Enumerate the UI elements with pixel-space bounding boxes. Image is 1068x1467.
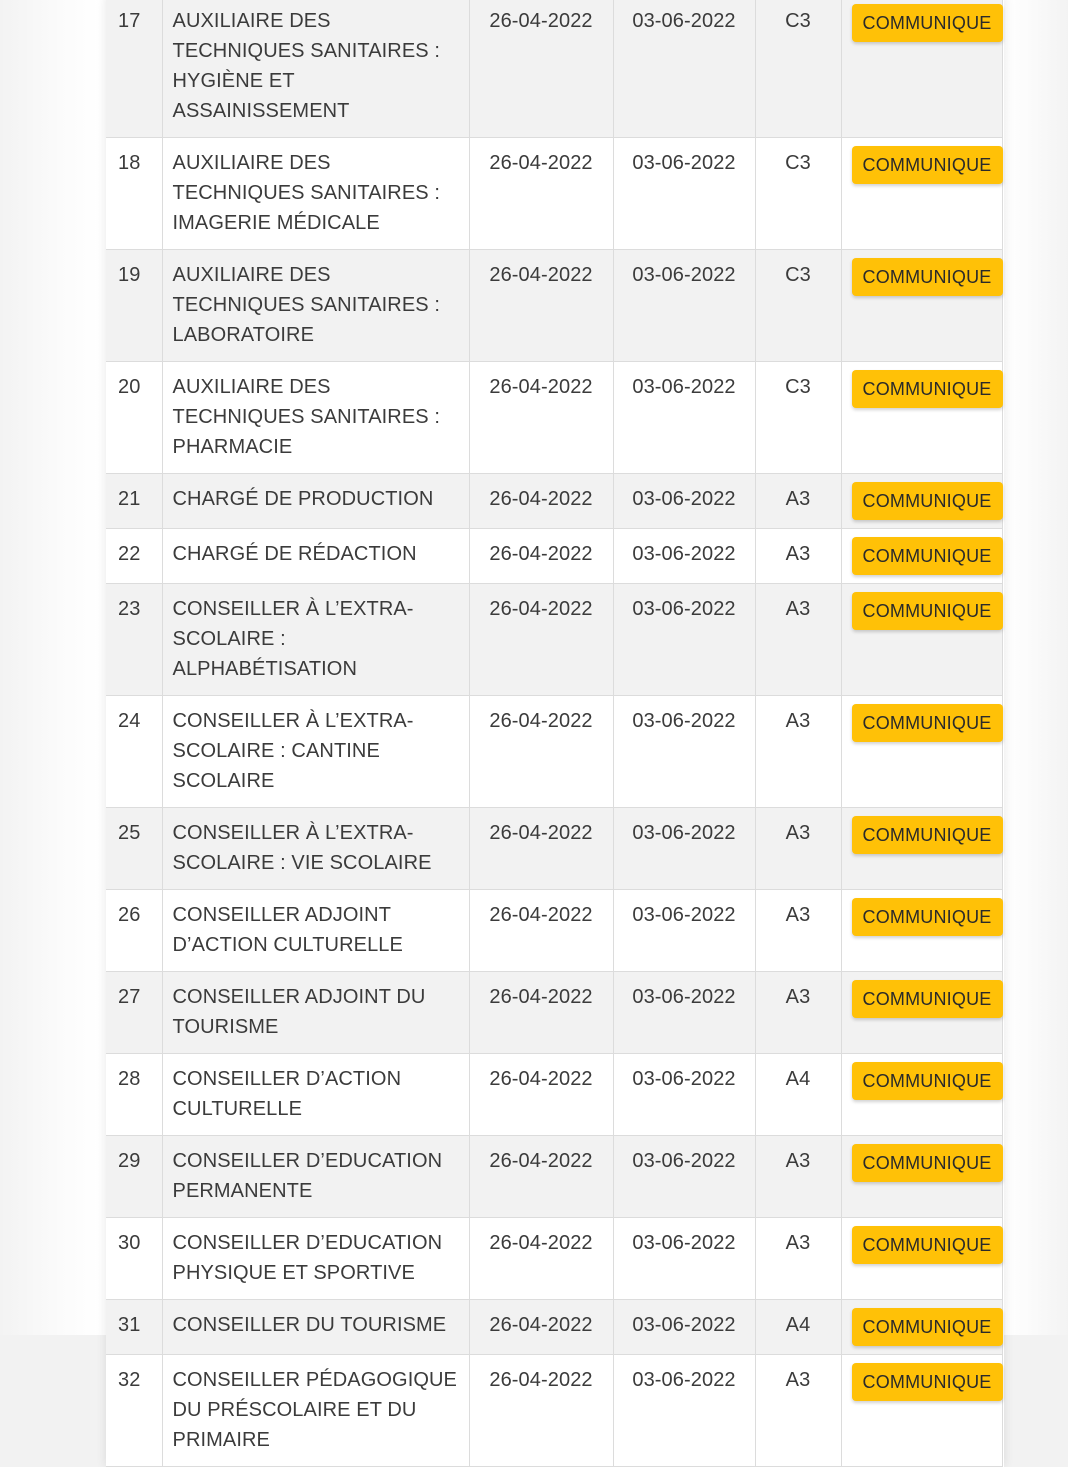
communique-button[interactable]: COMMUNIQUE	[852, 146, 1003, 184]
position-title: CONSEILLER D’ACTION CULTURELLE	[162, 1054, 469, 1136]
position-title: CONSEILLER À L’EXTRA-SCOLAIRE : CANTINE SCOLAIRE	[162, 696, 469, 808]
end-date: 03-06-2022	[613, 0, 755, 138]
start-date: 26-04-2022	[469, 362, 613, 474]
category: A3	[755, 584, 841, 696]
row-number: 22	[106, 529, 162, 584]
table-row	[106, 808, 1002, 890]
category: A3	[755, 696, 841, 808]
start-date: 26-04-2022	[469, 972, 613, 1054]
start-date: 26-04-2022	[469, 1300, 613, 1355]
table-row	[106, 474, 1002, 529]
start-date: 26-04-2022	[469, 250, 613, 362]
action-cell	[841, 1054, 1002, 1136]
position-title: AUXILIAIRE DES TECHNIQUES SANITAIRES : PHARMACIE	[162, 362, 469, 474]
table-row	[106, 890, 1002, 972]
communique-button[interactable]: COMMUNIQUE	[852, 980, 1003, 1018]
position-title: AUXILIAIRE DES TECHNIQUES SANITAIRES : LABORATOIRE	[162, 250, 469, 362]
position-title: CONSEILLER ADJOINT D’ACTION CULTURELLE	[162, 890, 469, 972]
table-row	[106, 362, 1002, 474]
communique-button[interactable]: COMMUNIQUE	[852, 4, 1003, 42]
category: A3	[755, 1218, 841, 1300]
start-date: 26-04-2022	[469, 474, 613, 529]
row-number: 24	[106, 696, 162, 808]
recruitment-table	[106, 0, 1003, 1467]
category: C3	[755, 0, 841, 138]
row-number: 27	[106, 972, 162, 1054]
action-cell	[841, 1218, 1002, 1300]
action-cell	[841, 808, 1002, 890]
row-number: 19	[106, 250, 162, 362]
start-date: 26-04-2022	[469, 1218, 613, 1300]
communique-button[interactable]: COMMUNIQUE	[852, 704, 1003, 742]
position-title: CONSEILLER PÉDAGOGIQUE DU PRÉSCOLAIRE ET DU PRIMAIRE	[162, 1355, 469, 1467]
position-title: CONSEILLER À L’EXTRA-SCOLAIRE : VIE SCOLAIRE	[162, 808, 469, 890]
action-cell	[841, 0, 1002, 138]
position-title: CONSEILLER À L’EXTRA-SCOLAIRE : ALPHABÉTISATION	[162, 584, 469, 696]
end-date: 03-06-2022	[613, 972, 755, 1054]
table-row	[106, 250, 1002, 362]
start-date: 26-04-2022	[469, 138, 613, 250]
position-title: CHARGÉ DE RÉDACTION	[162, 529, 469, 584]
end-date: 03-06-2022	[613, 1136, 755, 1218]
action-cell	[841, 584, 1002, 696]
row-number: 30	[106, 1218, 162, 1300]
position-title: CONSEILLER DU TOURISME	[162, 1300, 469, 1355]
table-row	[106, 1136, 1002, 1218]
communique-button[interactable]: COMMUNIQUE	[852, 1144, 1003, 1182]
communique-button[interactable]: COMMUNIQUE	[852, 816, 1003, 854]
communique-button[interactable]: COMMUNIQUE	[852, 258, 1003, 296]
table-row	[106, 138, 1002, 250]
start-date: 26-04-2022	[469, 890, 613, 972]
action-cell	[841, 890, 1002, 972]
action-cell	[841, 474, 1002, 529]
row-number: 28	[106, 1054, 162, 1136]
table-row	[106, 584, 1002, 696]
end-date: 03-06-2022	[613, 250, 755, 362]
end-date: 03-06-2022	[613, 1355, 755, 1467]
end-date: 03-06-2022	[613, 362, 755, 474]
table-row	[106, 696, 1002, 808]
communique-button[interactable]: COMMUNIQUE	[852, 370, 1003, 408]
row-number: 32	[106, 1355, 162, 1467]
table-row	[106, 1300, 1002, 1355]
table-row	[106, 1218, 1002, 1300]
start-date: 26-04-2022	[469, 529, 613, 584]
communique-button[interactable]: COMMUNIQUE	[852, 1062, 1003, 1100]
category: A3	[755, 972, 841, 1054]
category: A3	[755, 808, 841, 890]
position-title: AUXILIAIRE DES TECHNIQUES SANITAIRES : HYGIÈNE ET ASSAINISSEMENT	[162, 0, 469, 138]
action-cell	[841, 529, 1002, 584]
communique-button[interactable]: COMMUNIQUE	[852, 1308, 1003, 1346]
action-cell	[841, 138, 1002, 250]
start-date: 26-04-2022	[469, 808, 613, 890]
start-date: 26-04-2022	[469, 1355, 613, 1467]
end-date: 03-06-2022	[613, 474, 755, 529]
end-date: 03-06-2022	[613, 808, 755, 890]
row-number: 23	[106, 584, 162, 696]
end-date: 03-06-2022	[613, 584, 755, 696]
position-title: CHARGÉ DE PRODUCTION	[162, 474, 469, 529]
start-date: 26-04-2022	[469, 584, 613, 696]
end-date: 03-06-2022	[613, 1218, 755, 1300]
row-number: 17	[106, 0, 162, 138]
row-number: 26	[106, 890, 162, 972]
category: A3	[755, 1136, 841, 1218]
category: C3	[755, 138, 841, 250]
recruitment-table-card	[106, 0, 1004, 1467]
row-number: 20	[106, 362, 162, 474]
category: C3	[755, 250, 841, 362]
action-cell	[841, 696, 1002, 808]
end-date: 03-06-2022	[613, 1054, 755, 1136]
row-number: 18	[106, 138, 162, 250]
row-number: 21	[106, 474, 162, 529]
end-date: 03-06-2022	[613, 890, 755, 972]
table-row	[106, 1054, 1002, 1136]
category: A3	[755, 529, 841, 584]
table-row	[106, 972, 1002, 1054]
end-date: 03-06-2022	[613, 529, 755, 584]
communique-button[interactable]: COMMUNIQUE	[852, 482, 1003, 520]
category: A3	[755, 1355, 841, 1467]
action-cell	[841, 250, 1002, 362]
action-cell	[841, 362, 1002, 474]
category: C3	[755, 362, 841, 474]
row-number: 31	[106, 1300, 162, 1355]
start-date: 26-04-2022	[469, 0, 613, 138]
position-title: CONSEILLER D’EDUCATION PERMANENTE	[162, 1136, 469, 1218]
action-cell	[841, 1136, 1002, 1218]
end-date: 03-06-2022	[613, 138, 755, 250]
action-cell	[841, 972, 1002, 1054]
communique-button[interactable]: COMMUNIQUE	[852, 592, 1003, 630]
position-title: CONSEILLER D’EDUCATION PHYSIQUE ET SPORTIVE	[162, 1218, 469, 1300]
communique-button[interactable]: COMMUNIQUE	[852, 1363, 1003, 1401]
row-number: 29	[106, 1136, 162, 1218]
table-row	[106, 529, 1002, 584]
end-date: 03-06-2022	[613, 1300, 755, 1355]
category: A4	[755, 1054, 841, 1136]
category: A3	[755, 890, 841, 972]
position-title: AUXILIAIRE DES TECHNIQUES SANITAIRES : IMAGERIE MÉDICALE	[162, 138, 469, 250]
start-date: 26-04-2022	[469, 696, 613, 808]
category: A3	[755, 474, 841, 529]
row-number: 25	[106, 808, 162, 890]
action-cell	[841, 1355, 1002, 1467]
end-date: 03-06-2022	[613, 696, 755, 808]
communique-button[interactable]: COMMUNIQUE	[852, 898, 1003, 936]
action-cell	[841, 1300, 1002, 1355]
start-date: 26-04-2022	[469, 1136, 613, 1218]
position-title: CONSEILLER ADJOINT DU TOURISME	[162, 972, 469, 1054]
table-row	[106, 0, 1002, 138]
category: A4	[755, 1300, 841, 1355]
communique-button[interactable]: COMMUNIQUE	[852, 1226, 1003, 1264]
communique-button[interactable]: COMMUNIQUE	[852, 537, 1003, 575]
table-row	[106, 1355, 1002, 1467]
table-body	[106, 0, 1002, 1467]
start-date: 26-04-2022	[469, 1054, 613, 1136]
